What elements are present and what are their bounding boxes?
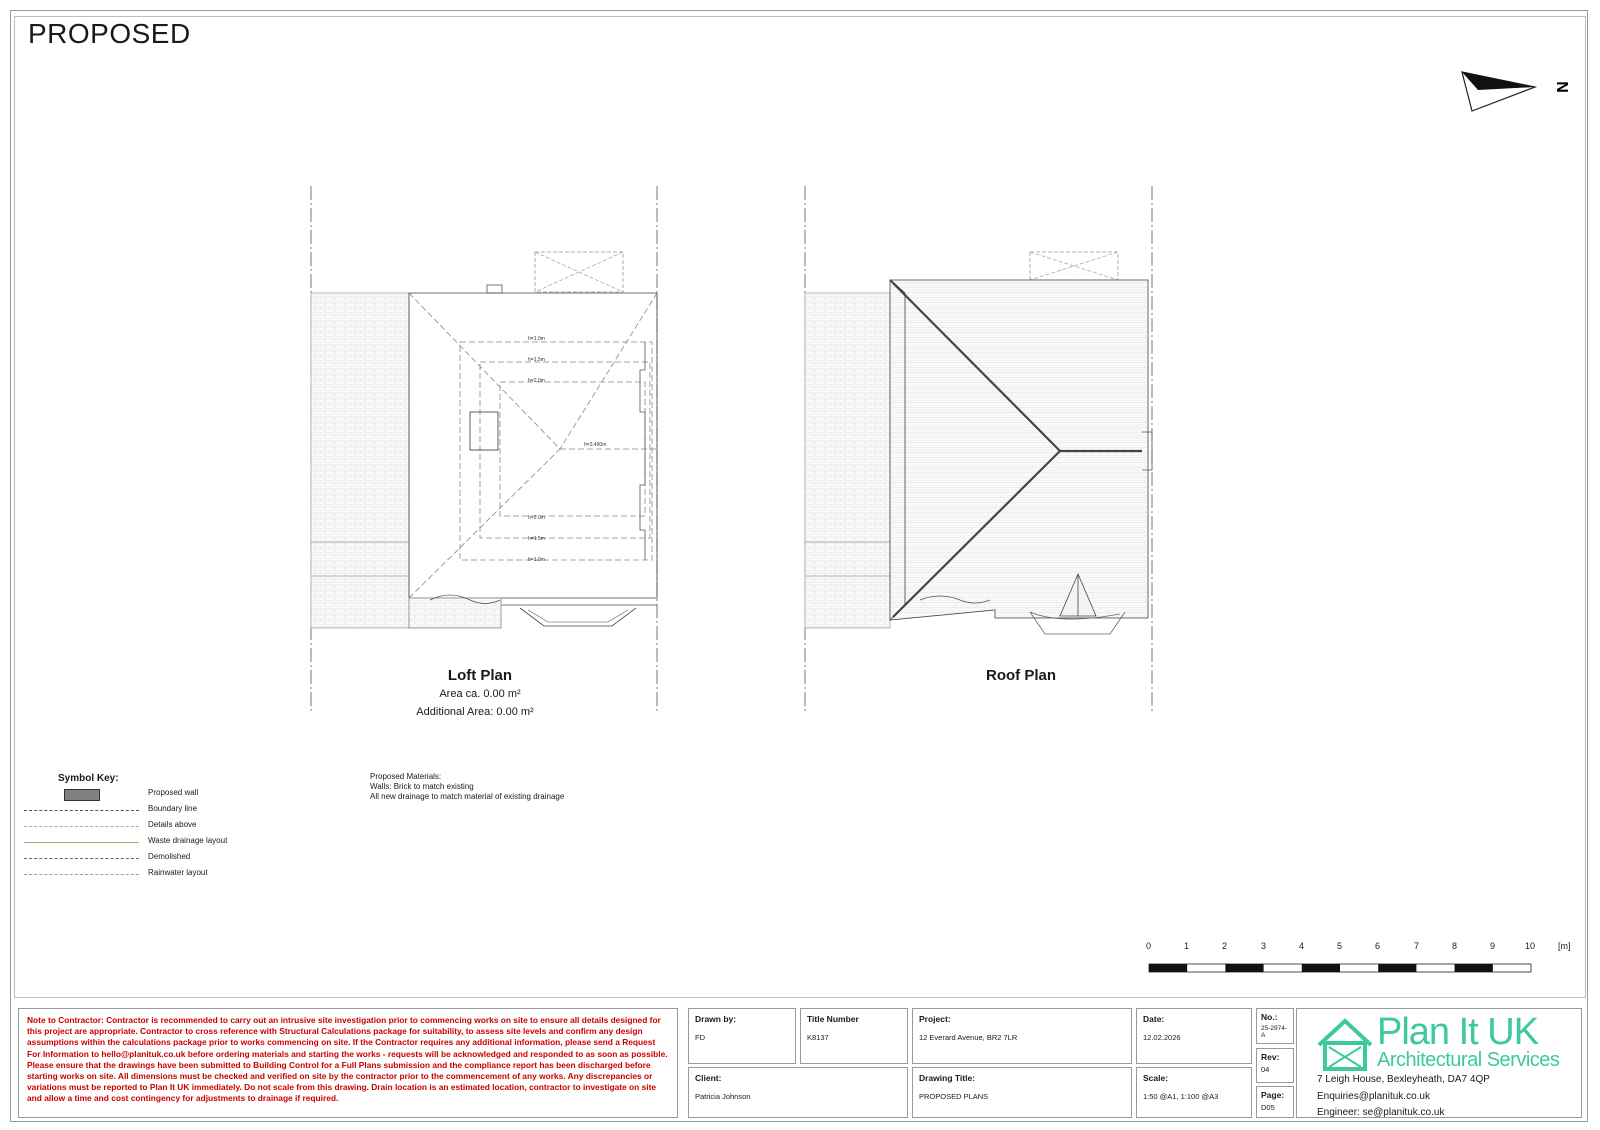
company-tagline: Architectural Services (1377, 1049, 1560, 1071)
revision-value: 04 (1261, 1065, 1270, 1074)
key-label: Demolished (148, 852, 191, 861)
loft-plan-area: Area ca. 0.00 m² (439, 688, 521, 700)
scale-label: 1 (1184, 941, 1190, 951)
company-enquiries[interactable]: Enquiries@planituk.co.uk (1317, 1091, 1430, 1102)
scale-label: 2 (1222, 941, 1228, 951)
proposed-materials (370, 772, 564, 802)
scale-label: 3 (1261, 941, 1267, 951)
height-label: h=3.490m (584, 442, 607, 448)
scale-label: 5 (1337, 941, 1343, 951)
height-label: h=1.5m (528, 357, 545, 363)
company-name: Plan It UK (1377, 1011, 1539, 1053)
number-label: No.: (1261, 1012, 1278, 1022)
loft-plan-title: Loft Plan (447, 667, 513, 684)
scale-bar (1149, 964, 1531, 972)
key-demolished (24, 852, 264, 864)
drawn-by-value: FD (695, 1033, 705, 1042)
materials-line: Walls: Brick to match existing (370, 782, 474, 791)
key-label: Rainwater layout (148, 868, 208, 877)
date-label: Date: (1143, 1014, 1165, 1024)
drawing-title-label: Drawing Title: (919, 1073, 976, 1083)
page-label: Page: (1261, 1090, 1285, 1100)
north-arrow-icon (1462, 72, 1535, 111)
symbol-key-title: Symbol Key: (58, 773, 119, 784)
roof-plan-title: Roof Plan (986, 667, 1056, 684)
scale-label: 10 (1525, 941, 1536, 951)
client-cell (688, 1067, 908, 1118)
key-waste-drainage (24, 836, 264, 848)
north-label: N (1553, 81, 1570, 93)
details-above-swatch (24, 826, 139, 827)
company-engineer[interactable]: Engineer: se@planituk.co.uk (1317, 1107, 1445, 1118)
drawing-title-value: PROPOSED PLANS (919, 1092, 989, 1101)
date-value: 12.02.2026 (1143, 1033, 1181, 1042)
key-label: Boundary line (148, 804, 197, 813)
materials-heading: Proposed Materials: (370, 772, 442, 781)
loft-plan-additional-area: Additional Area: 0.00 m² (416, 706, 534, 718)
height-label: h=1.0m (528, 557, 545, 563)
scale-label: Scale: (1143, 1073, 1169, 1083)
title-number-value: K8137 (807, 1033, 829, 1042)
loft-plan (311, 186, 657, 712)
title-number-cell (800, 1008, 908, 1064)
title-number-label: Title Number (807, 1014, 859, 1024)
drawn-by-label: Drawn by: (695, 1014, 737, 1024)
project-value: 12 Everard Avenue, BR2 7LR (919, 1033, 1018, 1042)
title-block (14, 1003, 1586, 1121)
scale-label: 8 (1452, 941, 1458, 951)
project-label: Project: (919, 1014, 951, 1024)
key-proposed-wall (24, 788, 264, 800)
revision-cell (1256, 1048, 1294, 1083)
key-rainwater (24, 868, 264, 880)
height-label: h=2.0m (528, 378, 545, 384)
height-label: h=1.5m (528, 536, 545, 542)
scale-value: 1:50 @A1, 1:100 @A3 (1143, 1092, 1219, 1101)
scale-cell (1136, 1067, 1252, 1118)
drawing-title-cell (912, 1067, 1132, 1118)
client-value: Patricia Johnson (695, 1092, 751, 1101)
contractor-note: Note to Contractor: Contractor is recommended to carry out an intrusive site investigation prior to commencing works on site to ensure all details designed for this project are appropriate. Contractor to cross reference with Structural Calculations package for suitability, to assess site levels and confirm any design assumptions within the calculations package prior to works commencing on site. If the Contractor requires any additional information, please send a Request For Information to hello@planituk.co.uk before ordering materials and starting the works - requests will be acknowledged and responded to as soon as possible. Please ensure that the drawings have been submitted to Building Control for a Full Plans submission and the compliance report has been discharged before starting works on site. All dimensions must be checked and verified on site by the contractor prior to the commencement of any works. Any discrepancies or variations must be reported to Plan It UK immediately. Do not scale from this drawing. Drain location is an estimated location, contractor to investigate on site and allow a time and cost contingency for adjustments to drainage if required. (18, 1008, 678, 1118)
drawn-by-cell (688, 1008, 796, 1064)
key-label: Waste drainage layout (148, 836, 228, 845)
number-cell (1256, 1008, 1294, 1044)
key-label: Details above (148, 820, 197, 829)
drawing-status-title: PROPOSED (28, 18, 191, 49)
height-label: h=1.0m (528, 336, 545, 342)
waste-drainage-swatch (24, 842, 139, 843)
demolished-swatch (24, 858, 139, 859)
loft-height-labels (528, 336, 606, 563)
key-label: Proposed wall (148, 788, 199, 797)
boundary-line-swatch (24, 810, 139, 811)
revision-label: Rev: (1261, 1052, 1280, 1062)
scale-label: 4 (1299, 941, 1305, 951)
date-cell (1136, 1008, 1252, 1064)
scale-unit: [m] (1558, 941, 1571, 951)
company-logo-box (1296, 1008, 1582, 1118)
roof-plan (805, 186, 1152, 712)
scale-label: 0 (1146, 941, 1152, 951)
proposed-wall-swatch (64, 789, 100, 801)
page-cell (1256, 1086, 1294, 1118)
company-address: 7 Leigh House, Bexleyheath, DA7 4QP (1317, 1074, 1490, 1085)
rainwater-swatch (24, 874, 139, 875)
scale-label: 6 (1375, 941, 1381, 951)
scale-label: 9 (1490, 941, 1496, 951)
scale-label: 7 (1414, 941, 1420, 951)
house-logo-icon (1315, 1017, 1375, 1073)
page-value: D05 (1261, 1103, 1275, 1112)
client-label: Client: (695, 1073, 722, 1083)
project-cell (912, 1008, 1132, 1064)
materials-line: All new drainage to match material of existing drainage (370, 792, 565, 801)
key-details-above (24, 820, 264, 832)
height-label: h=2.0m (528, 515, 545, 521)
number-value: 25-2974-A (1261, 1025, 1288, 1039)
key-boundary-line (24, 804, 264, 816)
